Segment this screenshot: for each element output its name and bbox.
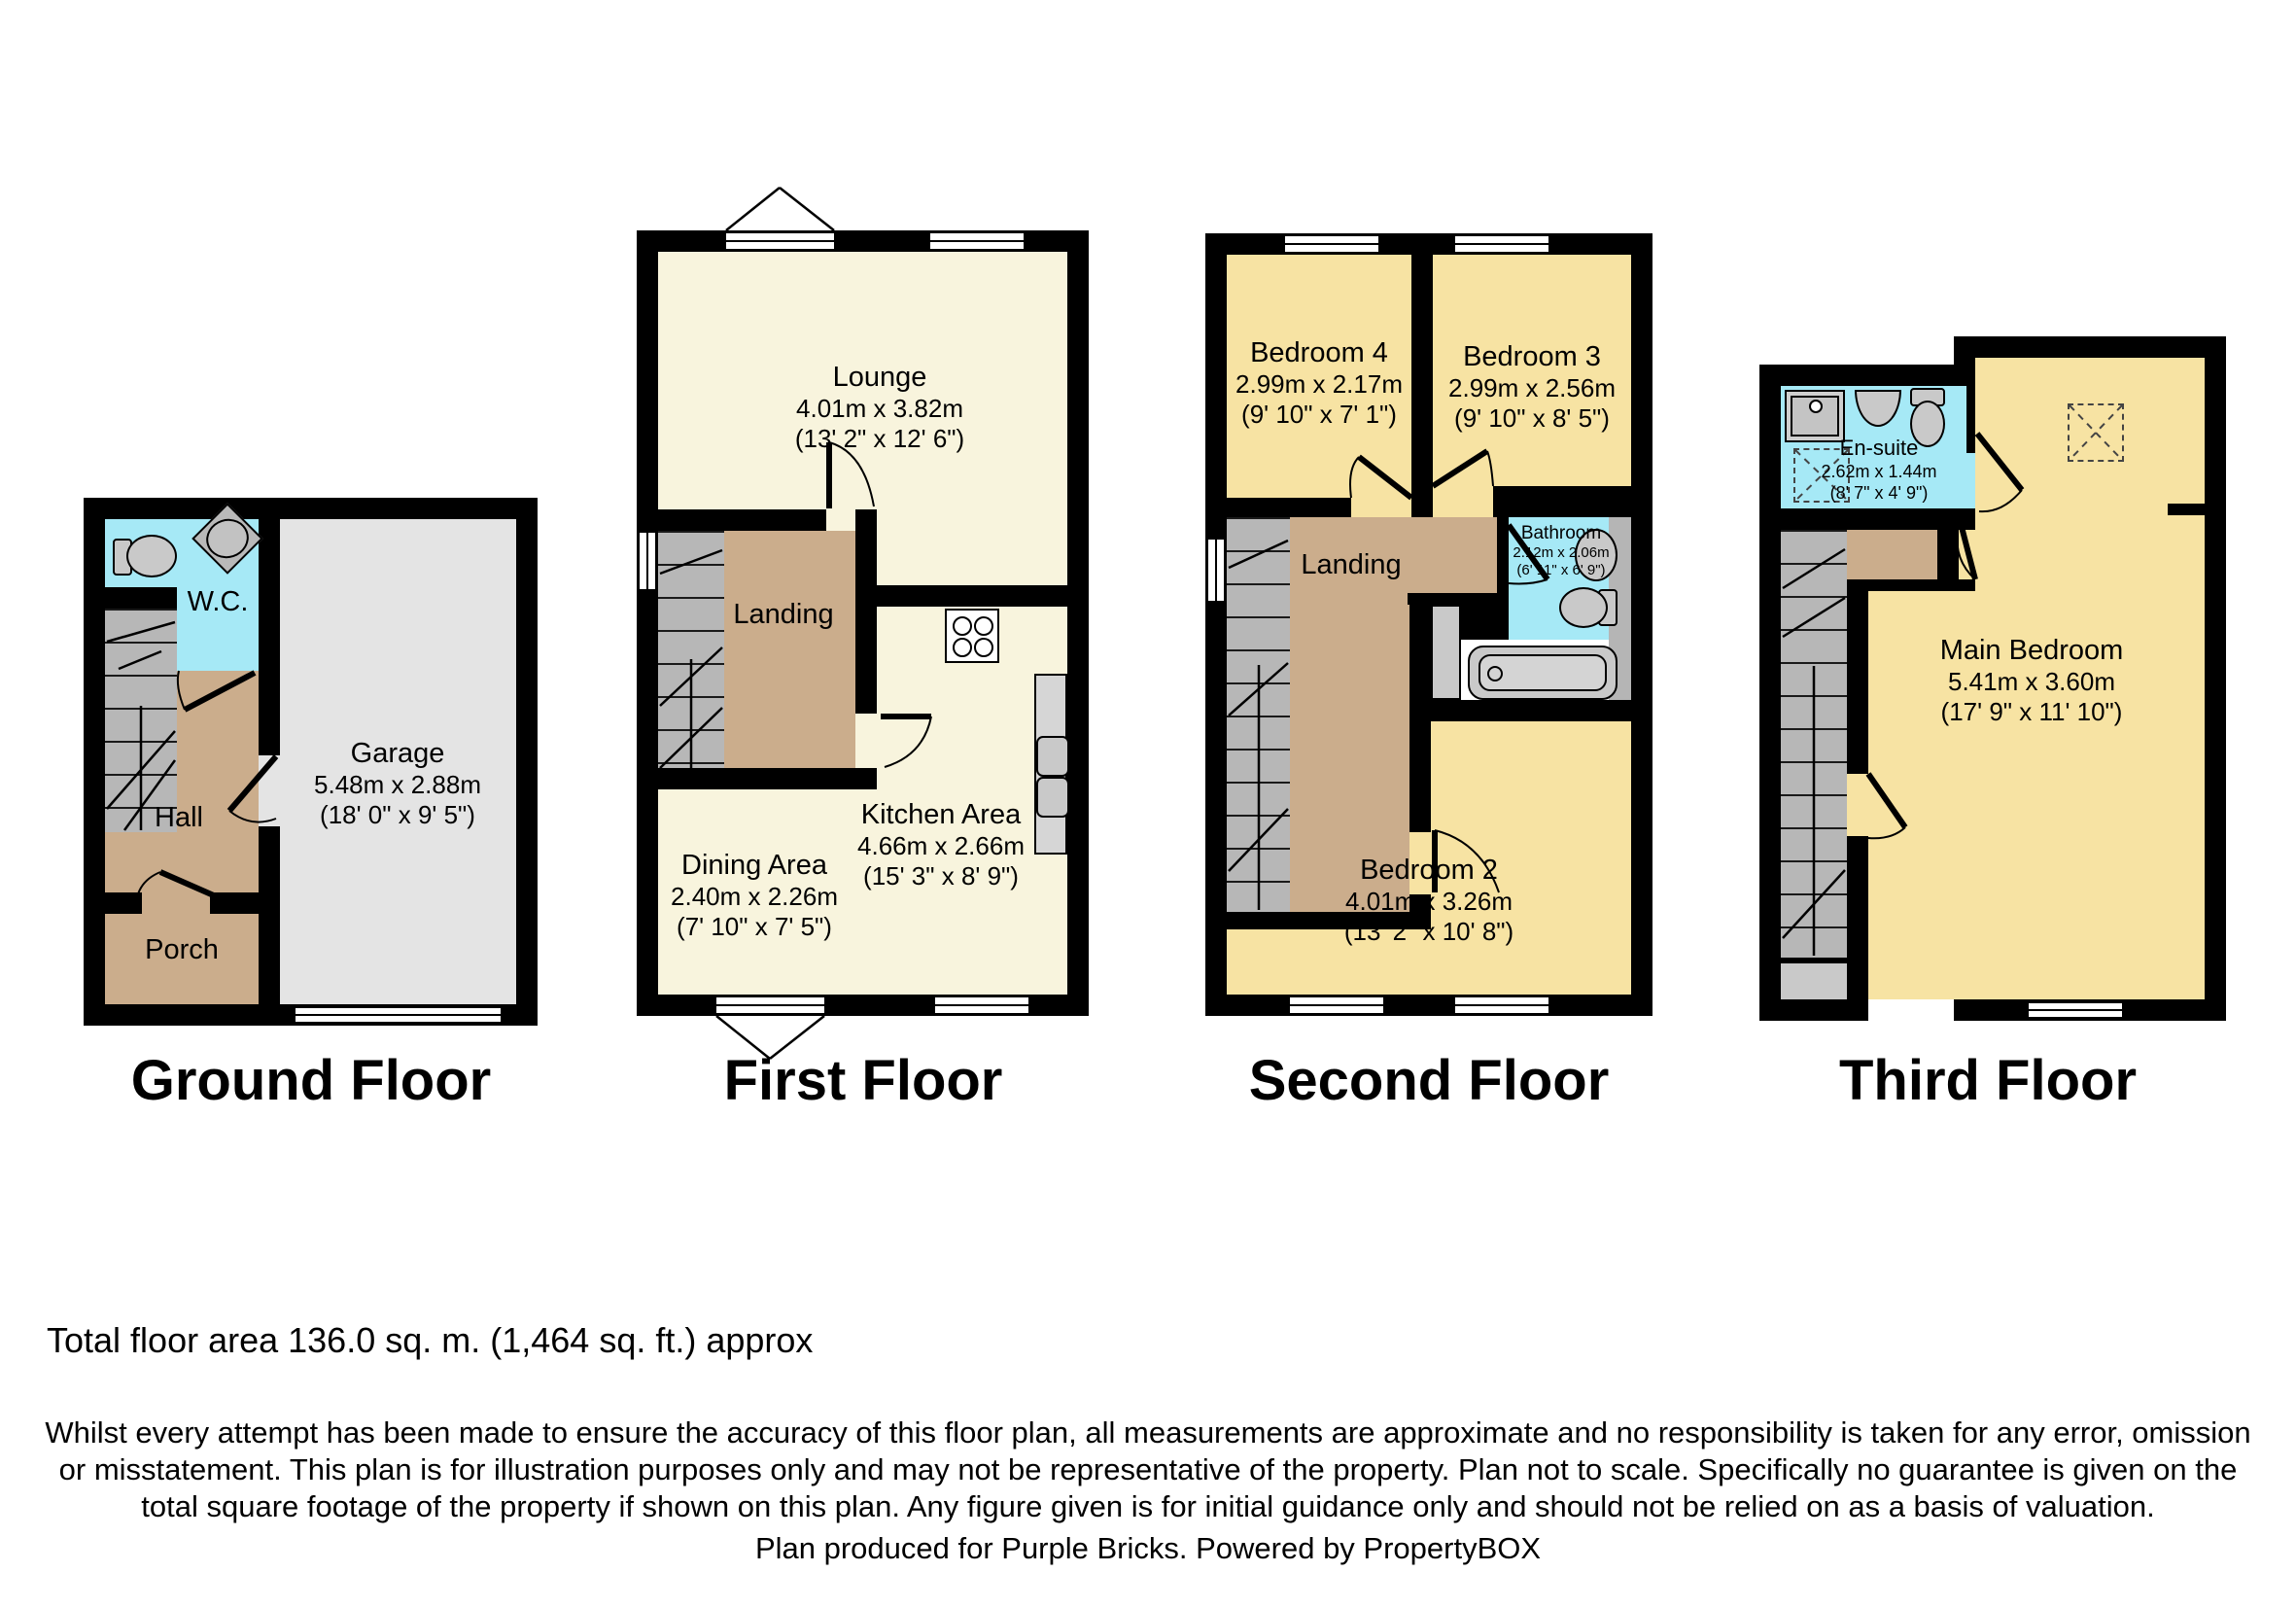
room-dim-metric: 4.66m x 2.66m [857, 831, 1025, 860]
door-arc [877, 709, 941, 775]
window [933, 996, 1030, 1015]
room-name: Bedroom 2 [1360, 855, 1498, 886]
bathtub-icon [1468, 646, 1618, 700]
wall-notch [2168, 504, 2205, 515]
room-name: Bathroom [1520, 523, 1602, 543]
hall-label [155, 801, 203, 834]
window [1288, 996, 1385, 1015]
room-dim-metric: 2.99m x 2.56m [1448, 373, 1616, 402]
room-name: Bedroom 4 [1250, 337, 1388, 368]
bedroom4-label [1235, 336, 1403, 430]
room-dim-metric: 4.01m x 3.26m [1345, 887, 1513, 916]
room-dim-imperial: (13' 2" x 12' 6") [794, 424, 965, 453]
third-floor-title: Third Floor [1838, 1049, 2138, 1112]
wall [259, 826, 280, 1004]
window [1283, 234, 1380, 254]
room-dim-imperial: (9' 10" x 7' 1") [1241, 400, 1397, 429]
disclaimer-text: Whilst every attempt has been made to ensure the accuracy of this floor plan, all measurements are approximate and no responsibility is taken for any error, omission or misstatement. This plan is for illustration purposes only and may not be representative of the property. Plan not to scale. Specifically no guarantee is given on the total square footage of the property if shown on this plan. Any figure given is for initial guidance only and should not be relied on as a basis of valuation. [45, 1415, 2251, 1523]
door-arc [173, 667, 261, 717]
window [638, 531, 657, 591]
room-dim-metric: 2.99m x 2.17m [1235, 369, 1403, 399]
dining-label [671, 849, 838, 942]
window [1453, 234, 1550, 254]
corner-sink-icon [198, 509, 253, 564]
stairs-winder-lines [658, 531, 724, 789]
rooflight-dashed-box [2068, 403, 2124, 462]
wall [658, 509, 826, 531]
room-dim-metric: 4.01m x 3.82m [796, 394, 963, 423]
wall [877, 585, 1067, 607]
bathroom-label [1513, 523, 1609, 579]
room-dim-imperial: (17' 9" x 11' 10") [1940, 697, 2123, 726]
bedroom2-label [1344, 854, 1513, 947]
credit-text: Plan produced for Purple Bricks. Powered by PropertyBOX [754, 1531, 1542, 1565]
door-arc [1343, 443, 1415, 504]
room-dim-imperial: (15' 3" x 8' 9") [863, 861, 1019, 891]
bay-window-lines [719, 184, 841, 232]
window [1206, 538, 1226, 603]
total-floor-area: Total floor area 136.0 sq. m. (1,464 sq. ft.) approx [47, 1320, 814, 1360]
kitchen-label [857, 798, 1025, 891]
toilet-icon [1557, 585, 1618, 628]
door-arc [124, 865, 224, 918]
stairs [1781, 530, 1847, 958]
room-name: W.C. [187, 586, 249, 617]
main-bedroom-label [1940, 634, 2124, 727]
room-name: Porch [145, 934, 219, 965]
room-name: Garage [350, 738, 445, 769]
room-dim-imperial: (13' 2" x 10' 8") [1343, 917, 1514, 946]
door-arc [1864, 768, 1929, 844]
kitchen-sink-icon [1036, 736, 1069, 777]
window [1453, 996, 1550, 1015]
room-name: Landing [733, 599, 834, 630]
room-dim-imperial: (18' 0" x 9' 5") [320, 800, 475, 829]
second-floor-title: Second Floor [1248, 1049, 1610, 1112]
toilet-icon [113, 535, 177, 576]
room-landing [724, 531, 855, 789]
ground-floor-title: Ground Floor [130, 1049, 492, 1112]
room-name: Landing [1301, 549, 1402, 580]
wall [105, 587, 177, 609]
room-name: En-suite [1839, 436, 1919, 460]
porch-label [145, 933, 219, 966]
wall [855, 509, 877, 714]
ground-floor-plan [84, 498, 538, 1026]
room-dim-imperial: (6' 11" x 6' 9") [1516, 562, 1606, 578]
room-dim-metric: 2.40m x 2.26m [671, 882, 838, 911]
room-name: Hall [155, 802, 203, 833]
stairs-winder-lines [105, 609, 177, 832]
landing-label [733, 598, 833, 631]
stove-icon [945, 609, 999, 663]
room-name: Main Bedroom [1939, 635, 2124, 666]
shower-icon [1785, 390, 1845, 442]
room-dim-imperial: (7' 10" x 7' 5") [677, 912, 832, 941]
stairs-winder-lines [1227, 517, 1290, 912]
wall [1431, 700, 1631, 721]
lounge-label [795, 361, 964, 454]
room-dim-imperial: (8' 7" x 4' 9") [1829, 483, 1929, 503]
window [714, 996, 826, 1015]
room-landing [1847, 530, 1937, 579]
landing-label [1301, 548, 1401, 581]
room-name: Kitchen Area [860, 799, 1022, 830]
door-arc [1427, 439, 1499, 494]
third-floor-plan [1759, 336, 2226, 1021]
first-floor-title: First Floor [723, 1049, 1003, 1112]
room-name: Dining Area [681, 850, 827, 881]
room-dim-metric: 5.41m x 3.60m [1948, 667, 2115, 696]
room-dim-metric: 2.12m x 2.06m [1513, 544, 1610, 561]
cupboard [1781, 961, 1847, 999]
window [928, 231, 1026, 251]
room-dim-metric: 2.62m x 1.44m [1821, 462, 1937, 481]
wall [855, 768, 877, 789]
window [724, 231, 836, 251]
stairs [1227, 517, 1290, 912]
wall [658, 768, 855, 789]
stairs [105, 609, 177, 832]
room-name: Lounge [832, 362, 927, 393]
wc-label [188, 585, 249, 618]
garage-label [314, 737, 481, 830]
stairs [658, 531, 724, 789]
window [2027, 1001, 2124, 1019]
garage-door [294, 1006, 503, 1024]
kitchen-sink-icon [1036, 777, 1069, 818]
room-dim-imperial: (9' 10" x 8' 5") [1454, 403, 1610, 433]
door-arc [208, 751, 282, 832]
wall [259, 519, 280, 755]
wall [1409, 593, 1431, 832]
bedroom3-label [1448, 340, 1616, 434]
cupboard [1431, 605, 1461, 700]
room-dim-metric: 5.48m x 2.88m [314, 770, 481, 799]
stairs-winder-lines [1781, 530, 1847, 958]
second-floor-plan [1205, 233, 1652, 1016]
ensuite-label [1821, 436, 1936, 504]
door-arc [1950, 521, 2008, 589]
door-arc [1971, 430, 2041, 517]
room-name: Bedroom 3 [1463, 341, 1601, 372]
first-floor-plan [637, 230, 1089, 1016]
